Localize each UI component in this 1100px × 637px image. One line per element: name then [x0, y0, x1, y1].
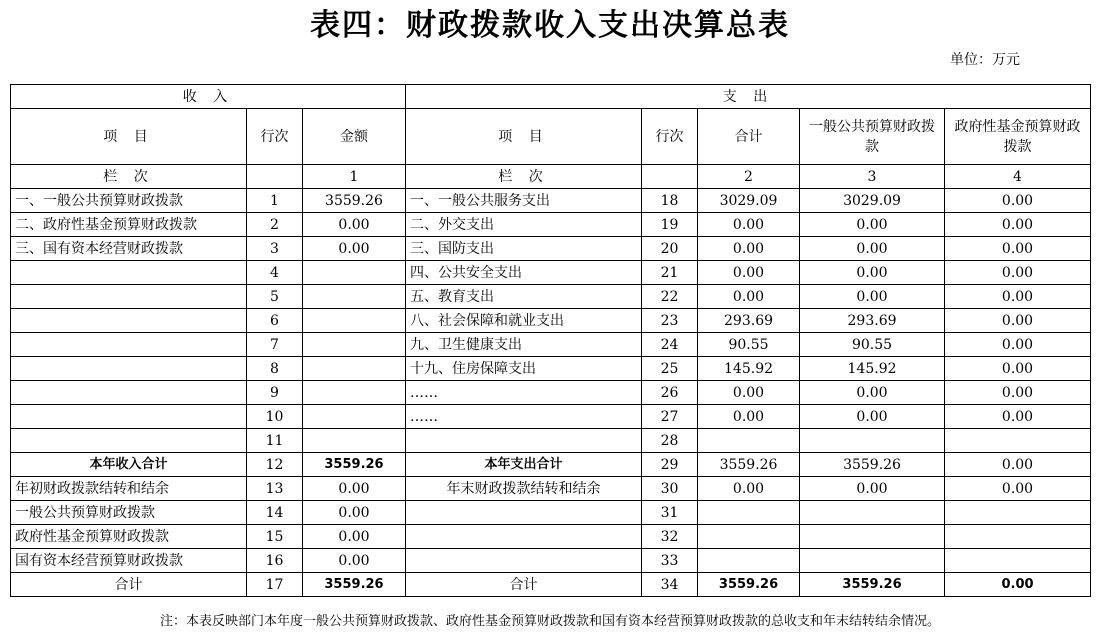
expense-fund-cell: 0.00 [945, 573, 1091, 597]
expense-item-cell: 五、教育支出 [406, 285, 642, 309]
expense-total-cell: 3559.26 [698, 573, 800, 597]
income-item-cell [11, 381, 247, 405]
expense-item-cell: …… [406, 405, 642, 429]
expense-general-cell [800, 501, 945, 525]
table-row [11, 381, 1091, 405]
expense-rowno-cell: 29 [642, 453, 698, 477]
income-rowno-cell: 2 [247, 213, 303, 237]
income-rowno-cell: 13 [247, 477, 303, 501]
table-row [11, 285, 1091, 309]
expense-rowno-cell: 20 [642, 237, 698, 261]
expense-rowno-header: 行次 [642, 109, 698, 165]
column-number-total: 2 [698, 165, 800, 189]
expense-fund-cell: 0.00 [945, 237, 1091, 261]
income-item-cell: 二、政府性基金预算财政拨款 [11, 213, 247, 237]
income-rowno-header: 行次 [247, 109, 303, 165]
expense-fund-cell: 0.00 [945, 309, 1091, 333]
income-amount-cell [303, 333, 406, 357]
table-row [11, 357, 1091, 381]
expense-general-cell: 3559.26 [800, 453, 945, 477]
expense-total-cell: 90.55 [698, 333, 800, 357]
column-number-blank [247, 165, 303, 189]
income-item-cell [11, 429, 247, 453]
expense-item-cell: 本年支出合计 [406, 453, 642, 477]
expense-general-cell: 3029.09 [800, 189, 945, 213]
expense-rowno-cell: 30 [642, 477, 698, 501]
table-row [11, 525, 1091, 549]
expense-rowno-cell: 19 [642, 213, 698, 237]
income-item-cell [11, 357, 247, 381]
expense-rowno-cell: 23 [642, 309, 698, 333]
income-item-cell [11, 285, 247, 309]
income-item-cell [11, 261, 247, 285]
expense-fund-cell [945, 501, 1091, 525]
column-number-fund: 4 [945, 165, 1091, 189]
column-number-row [11, 165, 1091, 189]
income-amount-header: 金额 [303, 109, 406, 165]
expense-total-cell: 3559.26 [698, 453, 800, 477]
column-number-exp-label: 栏 次 [406, 165, 642, 189]
expense-fund-cell: 0.00 [945, 333, 1091, 357]
income-amount-cell: 3559.26 [303, 189, 406, 213]
income-rowno-cell: 4 [247, 261, 303, 285]
expense-rowno-cell: 27 [642, 405, 698, 429]
expense-rowno-cell: 32 [642, 525, 698, 549]
expense-general-cell: 0.00 [800, 237, 945, 261]
expense-item-cell: 八、社会保障和就业支出 [406, 309, 642, 333]
income-amount-cell: 0.00 [303, 525, 406, 549]
income-rowno-cell: 1 [247, 189, 303, 213]
expense-total-header: 合计 [698, 109, 800, 165]
income-rowno-cell: 12 [247, 453, 303, 477]
expense-item-cell: 合计 [406, 573, 642, 597]
header-row-columns [11, 109, 1091, 165]
expense-fund-cell [945, 429, 1091, 453]
income-amount-cell: 0.00 [303, 237, 406, 261]
expense-total-cell [698, 429, 800, 453]
expense-general-cell: 0.00 [800, 381, 945, 405]
expense-general-cell [800, 429, 945, 453]
income-item-cell: 一、一般公共预算财政拨款 [11, 189, 247, 213]
income-rowno-cell: 17 [247, 573, 303, 597]
income-item-cell [11, 309, 247, 333]
expense-total-cell: 0.00 [698, 477, 800, 501]
expense-total-cell: 293.69 [698, 309, 800, 333]
expense-general-header: 一般公共预算财政拨款 [800, 109, 945, 165]
expense-fund-cell [945, 549, 1091, 573]
income-item-cell: 一般公共预算财政拨款 [11, 501, 247, 525]
expense-general-cell: 0.00 [800, 213, 945, 237]
income-item-cell: 国有资本经营预算财政拨款 [11, 549, 247, 573]
expense-fund-cell: 0.00 [945, 453, 1091, 477]
expense-total-cell: 145.92 [698, 357, 800, 381]
income-amount-cell: 0.00 [303, 549, 406, 573]
expense-general-cell: 0.00 [800, 405, 945, 429]
table-row [11, 237, 1091, 261]
expense-total-cell: 0.00 [698, 213, 800, 237]
expense-general-cell: 293.69 [800, 309, 945, 333]
expense-general-cell: 0.00 [800, 477, 945, 501]
income-amount-cell [303, 381, 406, 405]
page-title: 表四：财政拨款收入支出决算总表 [310, 8, 790, 43]
expense-fund-header: 政府性基金预算财政拨款 [945, 109, 1091, 165]
expense-total-cell: 0.00 [698, 381, 800, 405]
expense-general-cell: 0.00 [800, 261, 945, 285]
expense-item-cell [406, 501, 642, 525]
expense-item-cell: 二、外交支出 [406, 213, 642, 237]
expense-item-cell [406, 429, 642, 453]
expense-fund-cell: 0.00 [945, 405, 1091, 429]
expense-fund-cell [945, 525, 1091, 549]
expense-general-cell: 0.00 [800, 285, 945, 309]
income-item-cell: 本年收入合计 [11, 453, 247, 477]
table-row [11, 549, 1091, 573]
expense-rowno-cell: 28 [642, 429, 698, 453]
income-rowno-cell: 3 [247, 237, 303, 261]
table-row [11, 477, 1091, 501]
income-rowno-cell: 14 [247, 501, 303, 525]
expense-item-cell: …… [406, 381, 642, 405]
column-number-general: 3 [800, 165, 945, 189]
income-item-cell: 三、国有资本经营财政拨款 [11, 237, 247, 261]
income-rowno-cell: 11 [247, 429, 303, 453]
expense-item-cell [406, 525, 642, 549]
income-amount-cell: 0.00 [303, 501, 406, 525]
expense-total-cell: 0.00 [698, 405, 800, 429]
expense-general-cell [800, 525, 945, 549]
expense-total-cell [698, 549, 800, 573]
income-amount-cell: 0.00 [303, 477, 406, 501]
income-amount-cell [303, 309, 406, 333]
income-item-cell: 年初财政拨款结转和结余 [11, 477, 247, 501]
expense-fund-cell: 0.00 [945, 381, 1091, 405]
table-row [11, 189, 1091, 213]
footnote: 注：本表反映部门本年度一般公共预算财政拨款、政府性基金预算财政拨款和国有资本经营预算财政拨款的总收支和年末结转结余情况。 [159, 614, 940, 629]
expense-fund-cell: 0.00 [945, 261, 1091, 285]
expense-rowno-cell: 33 [642, 549, 698, 573]
expense-item-cell: 年末财政拨款结转和结余 [406, 477, 642, 501]
table-row [11, 309, 1091, 333]
income-amount-cell [303, 285, 406, 309]
income-rowno-cell: 9 [247, 381, 303, 405]
income-item-cell: 合计 [11, 573, 247, 597]
expense-item-header: 项 目 [406, 109, 642, 165]
expense-total-cell: 0.00 [698, 237, 800, 261]
expense-general-cell: 145.92 [800, 357, 945, 381]
income-item-header: 项 目 [11, 109, 247, 165]
income-amount-cell: 3559.26 [303, 573, 406, 597]
expense-total-cell: 3029.09 [698, 189, 800, 213]
income-rowno-cell: 15 [247, 525, 303, 549]
expense-total-cell: 0.00 [698, 285, 800, 309]
expense-item-cell: 十九、住房保障支出 [406, 357, 642, 381]
expense-rowno-cell: 21 [642, 261, 698, 285]
expense-fund-cell: 0.00 [945, 357, 1091, 381]
income-rowno-cell: 6 [247, 309, 303, 333]
column-number-label: 栏 次 [11, 165, 247, 189]
expense-general-cell: 3559.26 [800, 573, 945, 597]
table-row [11, 333, 1091, 357]
unit-label: 单位：万元 [950, 52, 1020, 68]
income-rowno-cell: 8 [247, 357, 303, 381]
income-section-header: 收 入 [11, 85, 406, 109]
appropriation-table [10, 84, 1091, 597]
expense-rowno-cell: 26 [642, 381, 698, 405]
income-amount-cell [303, 261, 406, 285]
table-row [11, 501, 1091, 525]
expense-rowno-cell: 34 [642, 573, 698, 597]
expense-item-cell: 一、一般公共服务支出 [406, 189, 642, 213]
expense-item-cell: 四、公共安全支出 [406, 261, 642, 285]
table-row [11, 453, 1091, 477]
expense-item-cell: 九、卫生健康支出 [406, 333, 642, 357]
expense-fund-cell: 0.00 [945, 477, 1091, 501]
column-number-exp-blank [642, 165, 698, 189]
income-rowno-cell: 7 [247, 333, 303, 357]
expense-fund-cell: 0.00 [945, 285, 1091, 309]
header-row-sections [11, 85, 1091, 109]
income-amount-cell [303, 357, 406, 381]
expense-general-cell [800, 549, 945, 573]
expense-item-cell [406, 549, 642, 573]
table-row [11, 405, 1091, 429]
expense-section-header: 支 出 [406, 85, 1091, 109]
table-row [11, 213, 1091, 237]
table-row [11, 573, 1091, 597]
income-rowno-cell: 10 [247, 405, 303, 429]
income-rowno-cell: 16 [247, 549, 303, 573]
income-item-cell [11, 405, 247, 429]
expense-fund-cell: 0.00 [945, 213, 1091, 237]
expense-rowno-cell: 24 [642, 333, 698, 357]
expense-rowno-cell: 25 [642, 357, 698, 381]
column-number-income: 1 [303, 165, 406, 189]
expense-total-cell [698, 501, 800, 525]
income-amount-cell: 3559.26 [303, 453, 406, 477]
income-item-cell [11, 333, 247, 357]
income-item-cell: 政府性基金预算财政拨款 [11, 525, 247, 549]
expense-fund-cell: 0.00 [945, 189, 1091, 213]
income-amount-cell: 0.00 [303, 213, 406, 237]
expense-general-cell: 90.55 [800, 333, 945, 357]
income-amount-cell [303, 405, 406, 429]
table-row [11, 261, 1091, 285]
expense-item-cell: 三、国防支出 [406, 237, 642, 261]
expense-total-cell: 0.00 [698, 261, 800, 285]
expense-rowno-cell: 31 [642, 501, 698, 525]
income-rowno-cell: 5 [247, 285, 303, 309]
expense-rowno-cell: 18 [642, 189, 698, 213]
table-row [11, 429, 1091, 453]
income-amount-cell [303, 429, 406, 453]
expense-total-cell [698, 525, 800, 549]
expense-rowno-cell: 22 [642, 285, 698, 309]
